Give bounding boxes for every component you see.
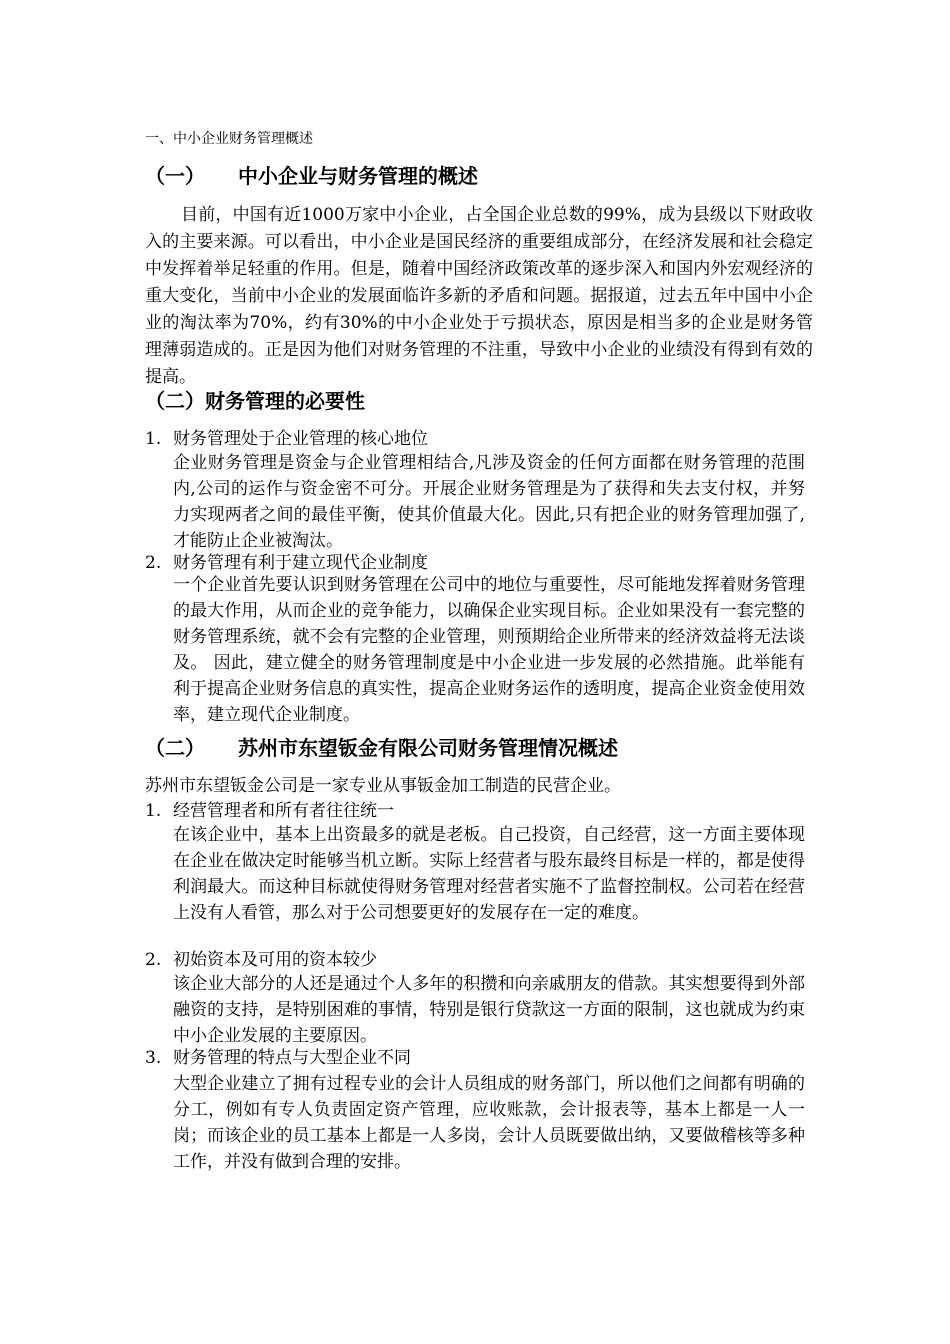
heading-necessity: （二）财务管理的必要性 [145, 389, 365, 413]
company-item-2-body: 该企业大部分的人还是通过个人多年的积攒和向亲戚朋友的借款。其实想要得到外部融资的支持，是特别困难的事情，特别是银行贷款这一方面的限制，这也就成为约束中小企业发展的主要原因。 [173, 974, 805, 1046]
heading-text: 苏州市东望钣金有限公司财务管理情况概述 [237, 736, 618, 760]
item-number: 1. [145, 801, 162, 821]
item-number: 3. [145, 1048, 162, 1068]
heading-number: （二） [145, 736, 205, 760]
company-item-1-body: 在该企业中，基本上出资最多的就是老板。自己投资，自己经营，这一方面主要体现在企业在做决定时能够当机立断。实际上经营者与股东最终目标是一样的，都是使得利润最大。而这种目标就使得财务管理对经营者实施不了监督控制权。公司若在经营上没有人看管，那么对于公司想要更好的发展存在一定的难度。 [173, 825, 805, 923]
item-title-text: 初始资本及可用的资本较少 [173, 950, 377, 970]
heading-text: 中小企业与财务管理的概述 [237, 164, 478, 188]
section-title: 一、中小企业财务管理概述 [145, 131, 313, 147]
necessity-item-1-body: 企业财务管理是资金与企业管理相结合,凡涉及资金的任何方面都在财务管理的范围内,公司的运作与资金密不可分。开展企业财务管理是为了获得和失去支付权，并努力实现两者之间的最佳平衡，使其价值最大化。因此,只有把企业的财务管理加强了,才能防止企业被淘汰。 [173, 453, 805, 551]
company-item-2-title [145, 948, 377, 972]
item-title-text: 财务管理处于企业管理的核心地位 [173, 429, 428, 449]
company-item-3-title [145, 1046, 411, 1070]
item-number: 1. [145, 429, 162, 449]
company-item-1-title [145, 799, 394, 823]
company-item-3-body: 大型企业建立了拥有过程专业的会计人员组成的财务部门，所以他们之间都有明确的分工，例如有专人负责固定资产管理，应收账款，会计报表等，基本上都是一人一岗；而该企业的员工基本上都是一人多岗，会计人员既要做出纳，又要做稽核等多种工作，并没有做到合理的安排。 [173, 1074, 805, 1172]
necessity-item-2-body: 一个企业首先要认识到财务管理在公司中的地位与重要性，尽可能地发挥着财务管理的最大作用，从而企业的竞争能力，以确保企业实现目标。企业如果没有一套完整的财务管理系统，就不会有完整的企业管理，则预期给企业所带来的经济效益将无法谈及。 因此，建立健全的财务管理制度是中小企业进一步发展的必然措施。此举能有利于提高企业财务信息的真实性，提高企业财务运作的透明度，提高企业资金使用效率，建立现代企业制度。 [173, 575, 805, 725]
item-title-text: 财务管理的特点与大型企业不同 [173, 1048, 411, 1068]
heading-company [145, 734, 618, 762]
company-intro: 苏州市东望钣金公司是一家专业从事钣金加工制造的民营企业。 [145, 776, 621, 796]
heading-overview [145, 162, 478, 190]
paragraph-overview: 目前，中国有近1000万家中小企业，占全国企业总数的99%，成为县级以下财政收入的主要来源。可以看出，中小企业是国民经济的重要组成部分，在经济发展和社会稳定中发挥着举足轻重的作用。但是，随着中国经济政策改革的逐步深入和国内外宏观经济的重大变化，当前中小企业的发展面临许多新的矛盾和问题。据报道，过去五年中国中小企业的淘汰率为70%，约有30%的中小企业处于亏损状态，原因是相当多的企业是财务管理薄弱造成的。正是因为他们对财务管理的不注重，导致中小企业的业绩没有得到有效的提高。 [145, 205, 813, 387]
heading-number: （一） [145, 164, 205, 188]
item-title-text: 财务管理有利于建立现代企业制度 [173, 553, 428, 573]
necessity-item-1-title [145, 427, 428, 451]
item-number: 2. [145, 950, 162, 970]
item-title-text: 经营管理者和所有者往往统一 [173, 801, 394, 821]
item-number: 2. [145, 553, 162, 573]
